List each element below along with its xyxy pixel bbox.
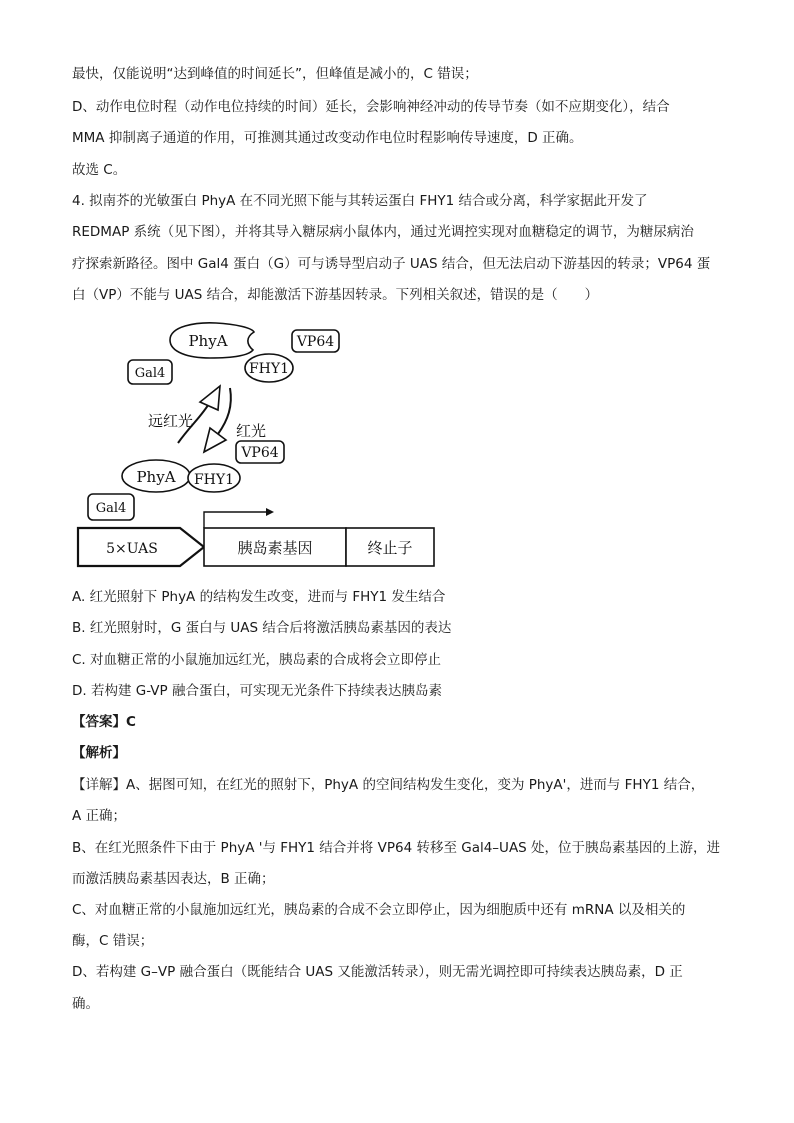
question-stem: 疗探索新路径。图中 Gal4 蛋白（G）可与诱导型启动子 UAS 结合，但无法启动下游基因的转录；VP64 蛋 (72, 256, 711, 272)
option-b: B. 红光照射时，G 蛋白与 UAS 结合后将激活胰岛素基因的表达 (72, 620, 452, 636)
text-line: 最快，仅能说明“达到峰值的时间延长”，但峰值是减小的，C 错误； (72, 66, 478, 82)
explanation-line: C、对血糖正常的小鼠施加远红光，胰岛素的合成不会立即停止，因为细胞质中还有 mRNA 以及相关的 (72, 902, 686, 918)
fhy1-label-top: FHY1 (248, 361, 290, 377)
vp64-label-top: VP64 (296, 334, 335, 350)
option-c: C. 对血糖正常的小鼠施加远红光，胰岛素的合成将会立即停止 (72, 652, 442, 668)
transcription-start-arrow (204, 512, 270, 528)
phya-label-top: PhyA (188, 332, 228, 350)
explanation-line: 酶，C 错误； (72, 933, 154, 949)
text-line: 故选 C。 (72, 162, 127, 178)
gal4-label-top: Gal4 (134, 366, 166, 381)
explanation-line: 确。 (72, 996, 99, 1012)
vp64-label-bottom: VP64 (241, 445, 279, 461)
question-stem: REDMAP 系统（见下图），并将其导入糖尿病小鼠体内，通过光调控实现对血糖稳定的调节，为糖尿病治 (72, 224, 694, 240)
analysis-label: 【解析】 (72, 745, 126, 761)
question-stem: 白（VP）不能与 UAS 结合，却能激活下游基因转录。下列相关叙述，错误的是（ ） (72, 287, 599, 303)
option-d: D. 若构建 G-VP 融合蛋白，可实现无光条件下持续表达胰岛素 (72, 683, 442, 699)
option-a: A. 红光照射下 PhyA 的结构发生改变，进而与 FHY1 发生结合 (72, 589, 446, 605)
explanation-line: 而激活胰岛素基因表达，B 正确； (72, 871, 275, 887)
explanation-line: D、若构建 G–VP 融合蛋白（既能结合 UAS 又能激活转录），则无需光调控即可持续表达胰岛素，D 正 (72, 964, 683, 980)
explanation-line: B、在红光照条件下由于 PhyA '与 FHY1 结合并将 VP64 转移至 Gal4–UAS 处，位于胰岛素基因的上游，进 (72, 840, 721, 856)
fhy1-label-bottom: FHY1 (193, 472, 235, 488)
insulin-gene-label: 胰岛素基因 (237, 539, 313, 557)
red-light-label: 红光 (236, 422, 267, 440)
explanation-line: 【详解】A、据图可知，在红光的照射下，PhyA 的空间结构发生变化，变为 PhyA'，进而与 FHY1 结合， (72, 777, 705, 793)
gal4-label-bottom: Gal4 (95, 501, 127, 516)
explanation-line: A 正确； (72, 808, 127, 824)
terminator-label: 终止子 (367, 539, 413, 557)
uas-label: 5×UAS (106, 541, 158, 557)
answer-label: 【答案】C (72, 714, 136, 730)
redmap-diagram (70, 318, 450, 578)
text-line: D、动作电位时程（动作电位持续的时间）延长，会影响神经冲动的传导节奏（如不应期变化），结合 (72, 99, 670, 115)
far-red-light-label: 远红光 (148, 412, 194, 430)
question-stem: 4. 拟南芥的光敏蛋白 PhyA 在不同光照下能与其转运蛋白 FHY1 结合或分离，科学家据此开发了 (72, 193, 648, 209)
text-line: MMA 抑制离子通道的作用，可推测其通过改变动作电位时程影响传导速度，D 正确。 (72, 130, 583, 146)
phya-label-bottom: PhyA (136, 468, 176, 486)
